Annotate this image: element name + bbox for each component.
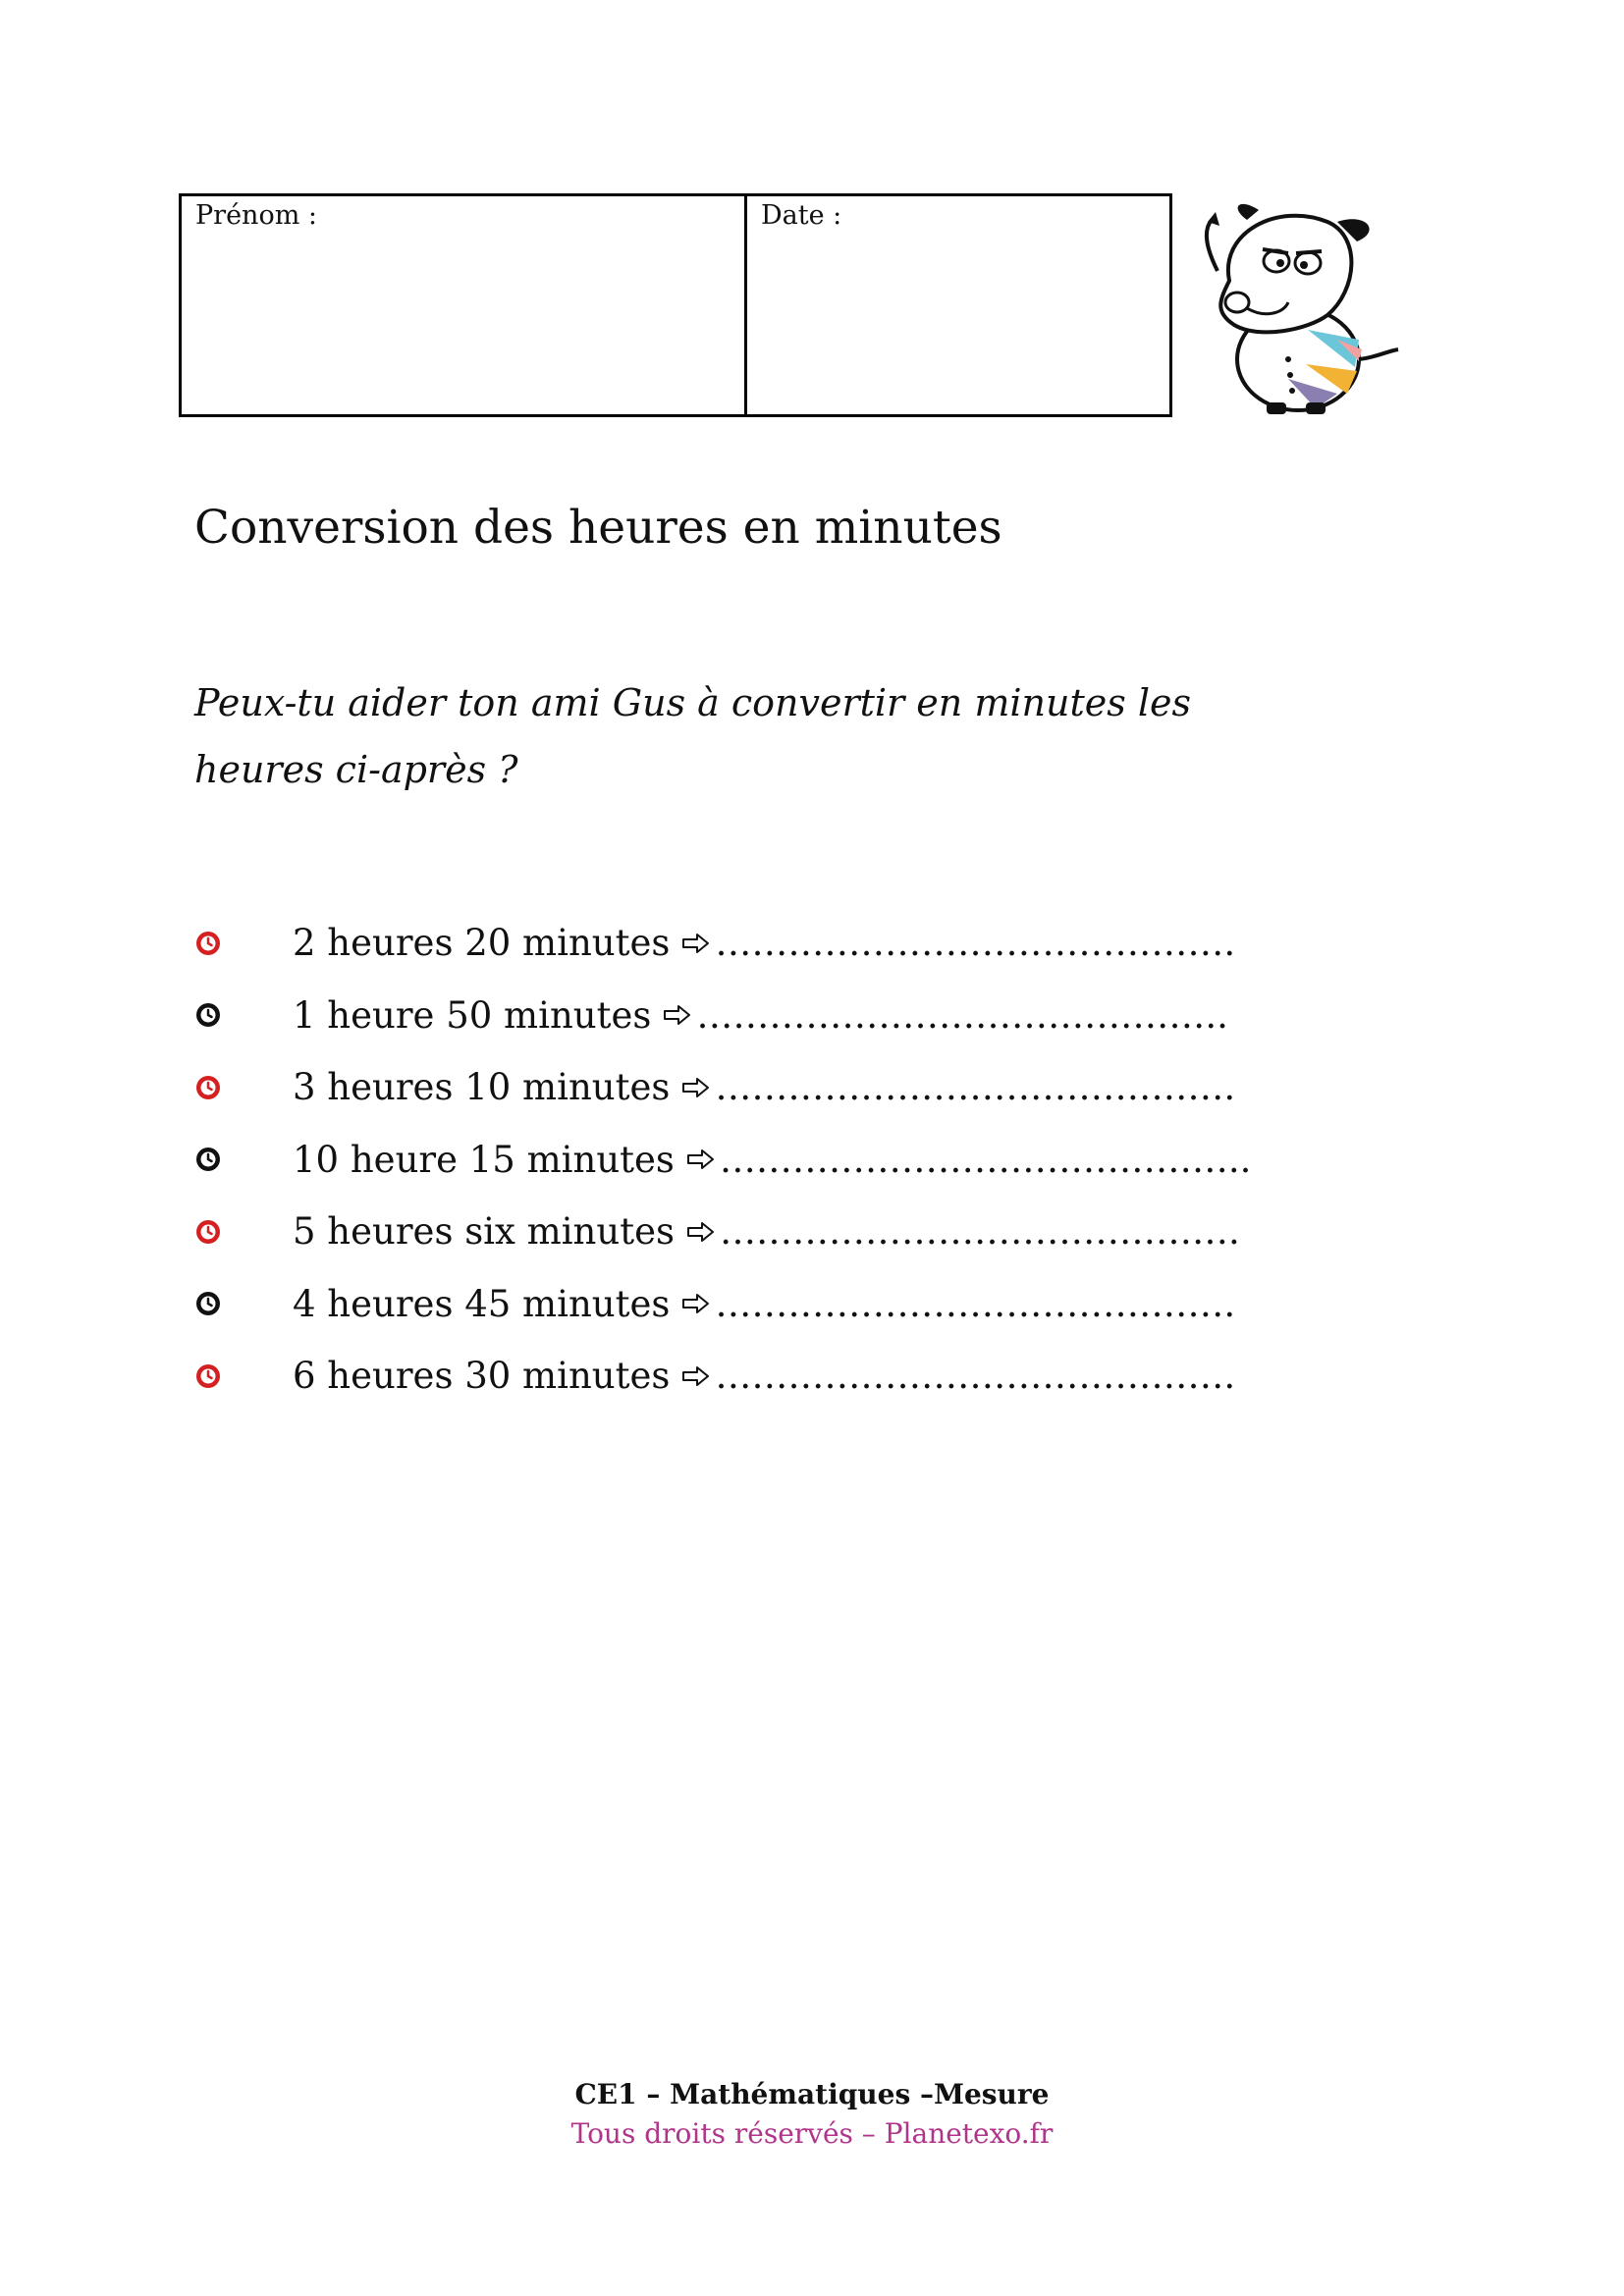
right-arrow-icon [681, 1365, 711, 1387]
exercise-label: 5 heures six minutes [293, 1210, 675, 1254]
right-arrow-icon [663, 1004, 692, 1026]
prenom-field[interactable] [182, 196, 747, 414]
right-arrow-icon [686, 1148, 716, 1170]
header-table [179, 193, 1172, 417]
instruction-text [194, 669, 1373, 803]
footer-copyright: Tous droits réservés – Planetexo.fr [570, 2117, 1054, 2150]
exercise-label: 1 heure 50 minutes [293, 993, 652, 1037]
answer-blank[interactable]: …………………………………….. [719, 1138, 1252, 1181]
exercise-item [194, 1051, 1251, 1124]
sheep-mascot-icon [1190, 192, 1424, 420]
clock-icon [194, 1146, 293, 1173]
right-arrow-icon [681, 1293, 711, 1314]
clock-icon [194, 1290, 293, 1317]
exercise-item [194, 1268, 1251, 1341]
footer-course: CE1 – Mathématiques –Mesure [574, 2078, 1050, 2110]
date-label: Date : [761, 200, 842, 231]
clock-icon [194, 1362, 293, 1390]
answer-blank[interactable]: …………………………………….. [696, 993, 1228, 1037]
answer-blank[interactable]: ……………………………………. [715, 1066, 1236, 1109]
clock-icon [194, 1074, 293, 1101]
answer-blank[interactable]: ……………………………………. [715, 922, 1236, 965]
exercise-list [194, 907, 1251, 1413]
exercise-item [194, 1124, 1251, 1197]
right-arrow-icon [681, 1077, 711, 1098]
exercise-item [194, 980, 1251, 1052]
answer-blank[interactable]: ……………………………………. [715, 1355, 1236, 1398]
answer-blank[interactable]: ……………………………………. [719, 1210, 1240, 1254]
date-field[interactable] [747, 196, 1169, 414]
exercise-label: 4 heures 45 minutes [293, 1282, 671, 1325]
prenom-label: Prénom : [195, 200, 317, 231]
exercise-label: 3 heures 10 minutes [293, 1066, 671, 1109]
exercise-label: 6 heures 30 minutes [293, 1355, 671, 1398]
right-arrow-icon [686, 1221, 716, 1243]
clock-icon [194, 930, 293, 957]
page-title: Conversion des heures en minutes [194, 501, 1002, 555]
clock-icon [194, 1001, 293, 1029]
exercise-item [194, 1340, 1251, 1413]
exercise-item [194, 907, 1251, 980]
clock-icon [194, 1218, 293, 1246]
answer-blank[interactable]: ……………………………………. [715, 1282, 1236, 1325]
exercise-label: 2 heures 20 minutes [293, 922, 671, 965]
exercise-label: 10 heure 15 minutes [293, 1138, 675, 1181]
instruction-line-2: heures ci-après ? [194, 748, 518, 791]
instruction-line-1: Peux-tu aider ton ami Gus à convertir en minutes les [194, 681, 1191, 724]
exercise-item [194, 1196, 1251, 1268]
right-arrow-icon [681, 933, 711, 954]
